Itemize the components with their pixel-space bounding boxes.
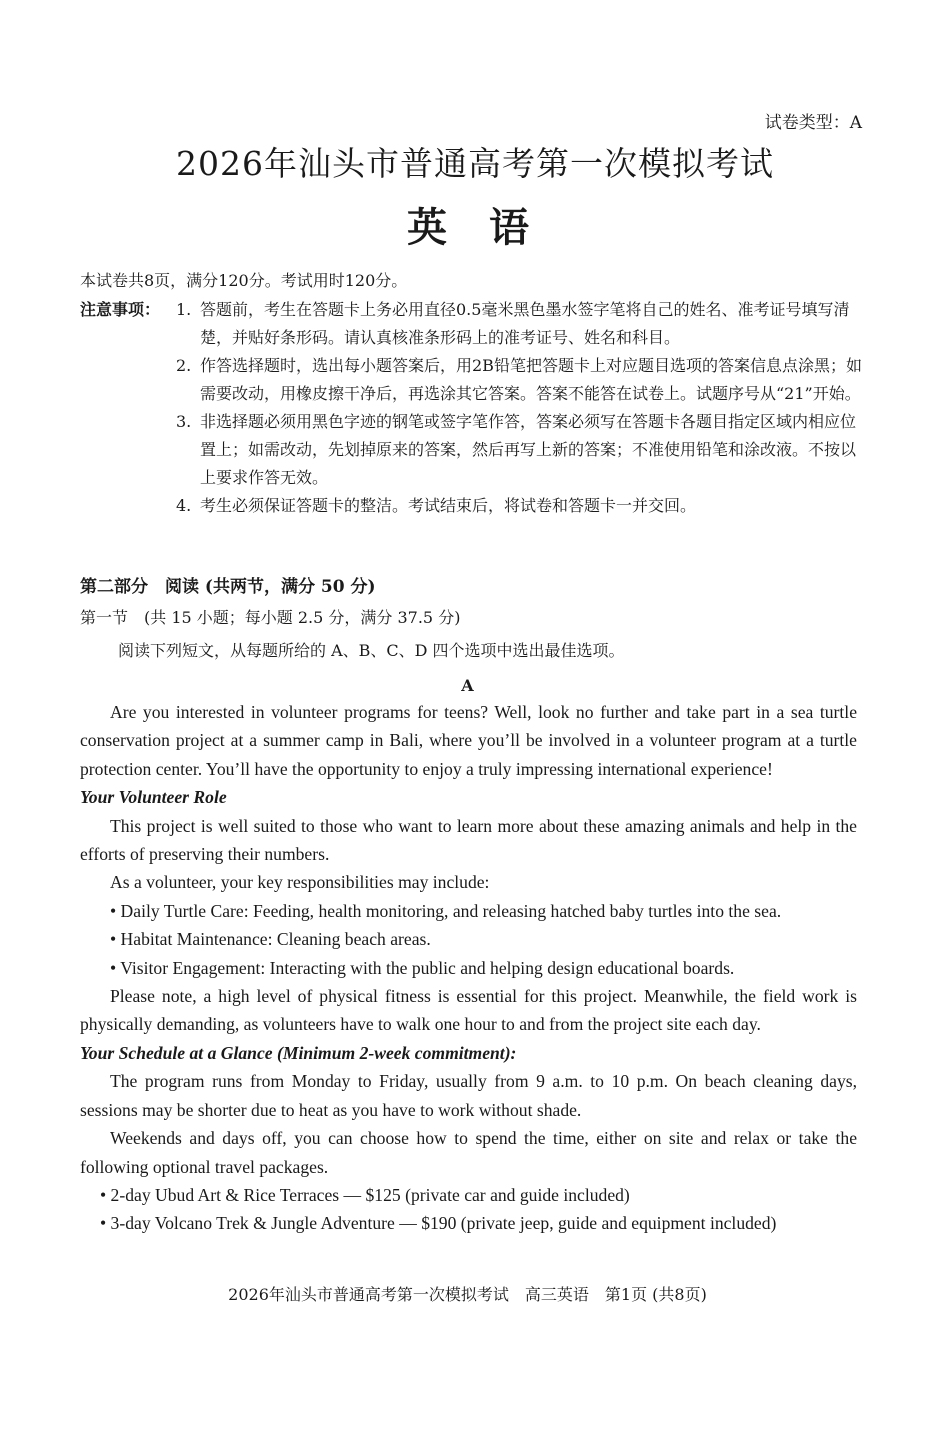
passage-body (80, 698, 857, 1238)
notice-item (80, 296, 865, 352)
exam-title: 2026年汕头市普通高考第一次模拟考试 (176, 144, 774, 183)
notice-item-number: 1. (176, 300, 192, 319)
travel-package-item: • 3-day Volcano Trek & Jungle Adventure — $190 (private jeep, guide and equipment included) (100, 1213, 777, 1234)
notice-item-number: 4. (176, 496, 192, 515)
fitness-note: Please note, a high level of physical fitness is essential for this project. Meanwhile, the field work is physically demanding, as volunteers have to walk one hour to and from the project site each day. (80, 986, 857, 1035)
notice-item (80, 352, 865, 408)
passage-intro: Are you interested in volunteer programs for teens? Well, look no further and take part in a sea turtle conservation project at a summer camp in Bali, where you’ll be involved in a volunteer program at a turtle protection center. You’ll have the opportunity to enjoy a truly impressing international experience! (80, 702, 857, 779)
schedule-paragraph: Weekends and days off, you can choose how to spend the time, either on site and relax or take the following optional travel packages. (80, 1128, 857, 1177)
notice-item (80, 408, 865, 492)
role-paragraph: As a volunteer, your key responsibilities may include: (110, 872, 490, 893)
subject-title: 英 语 (407, 204, 543, 251)
notice-item-number: 2. (176, 356, 192, 375)
notice-item (80, 492, 865, 520)
passage-letter: A (461, 676, 474, 695)
section-sub-heading: 第一节 (共 15 小题；每小题 2.5 分，满分 37.5 分) (80, 608, 461, 627)
notice-item-number: 3. (176, 412, 192, 431)
notice-item-text: 作答选择题时，选出每小题答案后，用2B铅笔把答题卡上对应题目选项的答案信息点涂黑；如需要改动，用橡皮擦干净后，再选涂其它答案。答案不能答在试卷上。试题序号从“21”开始。 (200, 356, 862, 403)
travel-package-item: • 2-day Ubud Art & Rice Terraces — $125 (private car and guide included) (100, 1184, 630, 1205)
paper-type-label: 试卷类型：A (764, 113, 862, 133)
section-heading: 第二部分 阅读 (共两节，满分 50 分) (80, 577, 376, 597)
role-paragraph: This project is well suited to those who want to learn more about these amazing animals and help in the efforts of preserving their numbers. (80, 815, 857, 865)
section-direction: 阅读下列短文，从每题所给的 A、B、C、D 四个选项中选出最佳选项。 (118, 641, 625, 660)
responsibility-item: • Habitat Maintenance: Cleaning beach areas. (110, 929, 431, 950)
page-footer: 2026年汕头市普通高考第一次模拟考试 高三英语 第1页 (共8页) (228, 1285, 707, 1304)
responsibility-item: • Visitor Engagement: Interacting with the public and helping design educational boards. (110, 957, 735, 978)
notice-item-text: 考生必须保证答题卡的整洁。考试结束后，将试卷和答题卡一并交回。 (200, 496, 697, 515)
notice-item-text: 答题前，考生在答题卡上务必用直径0.5毫米黑色墨水签字笔将自己的姓名、准考证号填写清楚，并贴好条形码。请认真核准条形码上的准考证号、姓名和科目。 (200, 300, 850, 347)
schedule-paragraph: The program runs from Monday to Friday, usually from 9 a.m. to 10 p.m. On beach cleaning days, sessions may be shorter due to heat as you have to work without shade. (80, 1071, 857, 1120)
volunteer-role-heading: Your Volunteer Role (80, 787, 227, 808)
responsibility-item: • Daily Turtle Care: Feeding, health monitoring, and releasing hatched baby turtles into the sea. (110, 900, 782, 921)
schedule-heading: Your Schedule at a Glance (Minimum 2-week commitment): (80, 1042, 517, 1063)
notice-block (80, 296, 865, 520)
notice-item-text: 非选择题必须用黑色字迹的钢笔或签字笔作答，答案必须写在答题卡各题目指定区域内相应位置上；如需改动，先划掉原来的答案，然后再写上新的答案；不准使用铅笔和涂改液。不按以上要求作答无效。 (200, 412, 857, 487)
notice-label: 注意事项： (80, 300, 161, 319)
exam-intro: 本试卷共8页，满分120分。考试用时120分。 (80, 271, 408, 290)
